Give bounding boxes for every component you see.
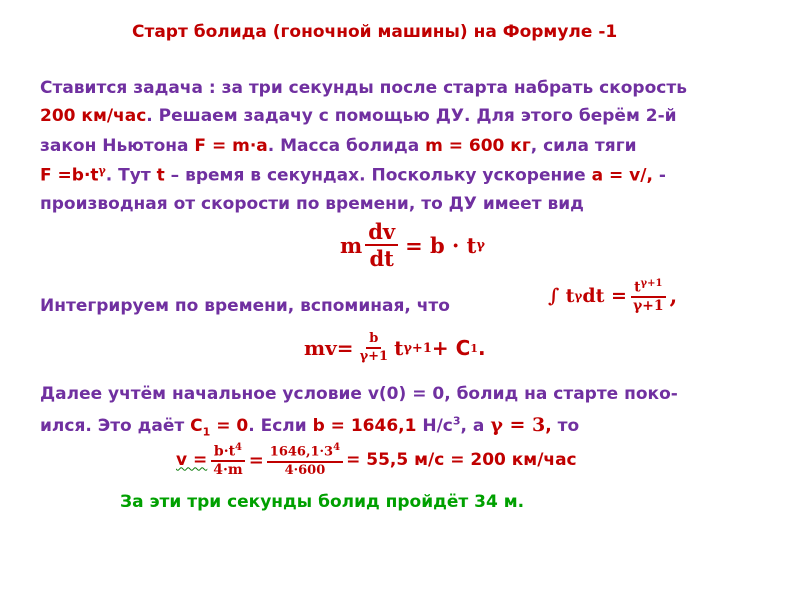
text-line-2-rest: . Решаем задачу с помощью ДУ. Для этого берём 2-й	[146, 106, 677, 126]
text-line-2	[40, 106, 677, 126]
text-gives: ился. Это даёт	[40, 416, 191, 436]
eq3-dot: .	[477, 336, 486, 361]
eq4-v: v =	[176, 450, 208, 471]
text-line-given	[40, 414, 579, 438]
eq3-denominator: γ+1	[359, 348, 389, 364]
target-speed: 200 км/час	[40, 106, 147, 126]
equation-velocity	[176, 442, 577, 479]
eq3-mv: mv	[304, 336, 337, 361]
eq3-constant: + C	[431, 336, 471, 361]
text-dash: -	[652, 165, 666, 186]
equation-ode	[340, 220, 485, 271]
gamma-comma: ,	[545, 416, 552, 436]
thrust-formula: F =b·t	[40, 165, 99, 186]
text-thrust: , сила тяги	[530, 136, 637, 156]
b-unit: Н/с	[416, 416, 453, 436]
text-line-1	[40, 78, 687, 98]
constant-zero: = 0	[210, 416, 249, 436]
equation-integrated	[304, 332, 486, 365]
eq3-equals: =	[336, 336, 354, 361]
eq4-fraction-2	[267, 442, 343, 478]
b-unit-sup: 3	[452, 414, 461, 428]
eq3-t: t	[394, 336, 404, 361]
eq4-den1: 4·m	[213, 461, 243, 478]
eq1-exponent: γ	[476, 238, 485, 254]
text-newton: закон Ньютона	[40, 136, 195, 156]
text-time-desc: – время в секундах. Поскольку ускорение	[164, 165, 592, 186]
constant-sub: 1	[202, 425, 211, 439]
newton-formula: F = m·a	[194, 136, 268, 156]
eq2-num-exp: γ+1	[640, 278, 663, 289]
text-integrate: Интегрируем по времени, вспоминая, что	[40, 296, 450, 316]
eq1-denominator: dt	[369, 246, 394, 272]
eq4-num2-base: 1646,1·3	[269, 444, 334, 460]
text-line-4	[40, 164, 666, 186]
eq2-denominator: γ+1	[632, 297, 664, 314]
mass-value: m = 600 кг	[425, 136, 531, 156]
eq1-fraction	[365, 220, 398, 271]
equation-integral	[548, 278, 677, 315]
eq1-numerator: dv	[365, 220, 398, 246]
eq4-result: = 55,5 м/с = 200 км/час	[346, 450, 577, 471]
eq2-num-base: t	[634, 279, 641, 296]
eq2-exponent: γ	[574, 289, 583, 304]
eq1-rhs: = b · t	[405, 233, 477, 259]
constant-letter: C	[190, 416, 203, 436]
text-line-5: производная от скорости по времени, то ДУ имеет вид	[40, 194, 584, 214]
eq3-numerator: b	[366, 332, 381, 349]
eq3-constant-sub: 1	[470, 341, 478, 355]
eq3-fraction	[357, 332, 392, 365]
text-here: . Тут	[105, 165, 157, 186]
eq4-num2-exp: 4	[333, 442, 341, 454]
eq4-fraction-1	[210, 442, 245, 479]
text-mass-label: . Масса болида	[267, 136, 426, 156]
conclusion-text: За эти три секунды болид пройдёт 34 м.	[120, 492, 525, 512]
text-line-3	[40, 136, 637, 156]
eq4-equals: =	[248, 449, 264, 471]
acceleration-formula: a = v/,	[591, 165, 653, 186]
gamma-value: γ = 3	[490, 414, 546, 436]
eq1-mass: m	[340, 233, 363, 259]
eq4-num1	[211, 442, 245, 462]
page-title: Старт болида (гоночной машины) на Формуле -1	[132, 22, 618, 42]
eq2-dt: dt =	[582, 285, 627, 308]
task-statement: Ставится задача : за три секунды после старта набрать скорость	[40, 78, 687, 98]
eq2-numerator	[631, 278, 665, 298]
text-then: то	[551, 416, 580, 436]
thrust-exponent: γ	[98, 164, 106, 177]
text-initial-condition: Далее учтём начальное условие v(0) = 0, болид на старте поко-	[40, 384, 678, 404]
text-if: . Если	[248, 416, 313, 436]
integral-sign: ∫ t	[548, 285, 575, 308]
eq4-num1-base: b·t	[213, 443, 236, 460]
eq2-fraction	[630, 278, 667, 315]
constant-value	[190, 416, 249, 439]
b-value: b = 1646,1	[312, 416, 417, 436]
eq3-exponent: γ+1	[403, 340, 432, 356]
text-and: , а	[460, 416, 491, 436]
eq4-num2	[267, 442, 343, 462]
eq4-den2: 4·600	[284, 462, 326, 478]
eq4-num1-exp: 4	[235, 442, 243, 453]
eq2-comma: ,	[669, 283, 678, 310]
time-var: t	[156, 165, 165, 186]
